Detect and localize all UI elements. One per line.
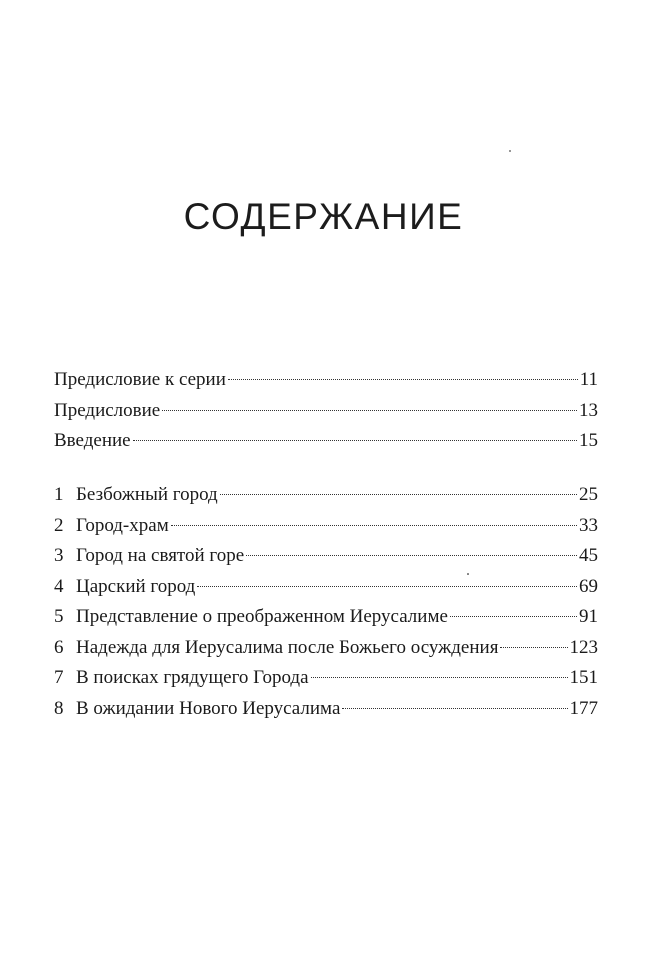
dot-leader [246, 555, 577, 556]
chapter-page: 123 [569, 636, 598, 658]
toc-entry-label: Предисловие [54, 399, 161, 421]
toc-chapter-entry [54, 572, 598, 603]
chapter-title: В ожидании Нового Иерусалима [76, 697, 341, 719]
chapter-title: Город на святой горе [76, 545, 245, 566]
toc-entry [54, 426, 598, 457]
paper-speck [467, 573, 469, 575]
dot-leader [311, 677, 568, 678]
toc-entry [54, 396, 598, 427]
chapter-number: 5 [54, 606, 64, 627]
chapter-page: 151 [569, 667, 598, 688]
dot-leader [450, 616, 577, 617]
chapter-page: 69 [579, 575, 598, 597]
chapter-title: Город-храм [76, 514, 169, 536]
toc-chapter-entry [54, 480, 598, 511]
toc-chapter-entry [54, 511, 598, 542]
toc-front-matter [54, 365, 598, 457]
dot-leader [197, 586, 577, 587]
chapter-number: 1 [54, 484, 64, 505]
dot-leader [133, 440, 577, 441]
dot-leader [342, 708, 567, 709]
toc-chapter-entry [54, 694, 598, 725]
dot-leader [228, 379, 578, 380]
chapter-title: Царский город [76, 575, 196, 597]
chapter-number: 8 [54, 697, 64, 719]
toc-entry-page: 11 [579, 369, 598, 390]
chapter-title: В поисках грядущего Города [76, 667, 309, 688]
toc-chapter-entry [54, 633, 598, 664]
chapter-number: 4 [54, 575, 64, 597]
chapter-number: 6 [54, 636, 64, 658]
toc-chapters [54, 480, 598, 724]
chapter-title: Представление о преображенном Иерусалиме [76, 606, 448, 627]
toc-entry [54, 365, 598, 396]
dot-leader [162, 410, 577, 411]
paper-speck [509, 150, 511, 152]
toc-entry-page: 15 [579, 430, 598, 451]
toc-chapter-entry [54, 541, 598, 572]
chapter-title: Безбожный город [76, 484, 218, 505]
dot-leader [171, 525, 577, 526]
chapter-number: 2 [54, 514, 64, 536]
chapter-number: 3 [54, 545, 64, 566]
chapter-number: 7 [54, 667, 64, 688]
toc-entry-label: Предисловие к серии [54, 369, 226, 390]
chapter-page: 25 [579, 484, 598, 505]
dot-leader [500, 647, 567, 648]
chapter-page: 33 [579, 514, 598, 536]
chapter-title: Надежда для Иерусалима после Божьего осуждения [76, 636, 499, 658]
page-title: СОДЕРЖАНИЕ [183, 196, 464, 237]
chapter-page: 45 [579, 545, 598, 566]
toc-entry-label: Введение [54, 430, 131, 451]
dot-leader [220, 494, 577, 495]
toc-chapter-entry [54, 602, 598, 633]
toc-chapter-entry [54, 663, 598, 694]
chapter-page: 177 [569, 697, 598, 719]
toc-entry-page: 13 [579, 399, 598, 421]
chapter-page: 91 [579, 606, 598, 627]
